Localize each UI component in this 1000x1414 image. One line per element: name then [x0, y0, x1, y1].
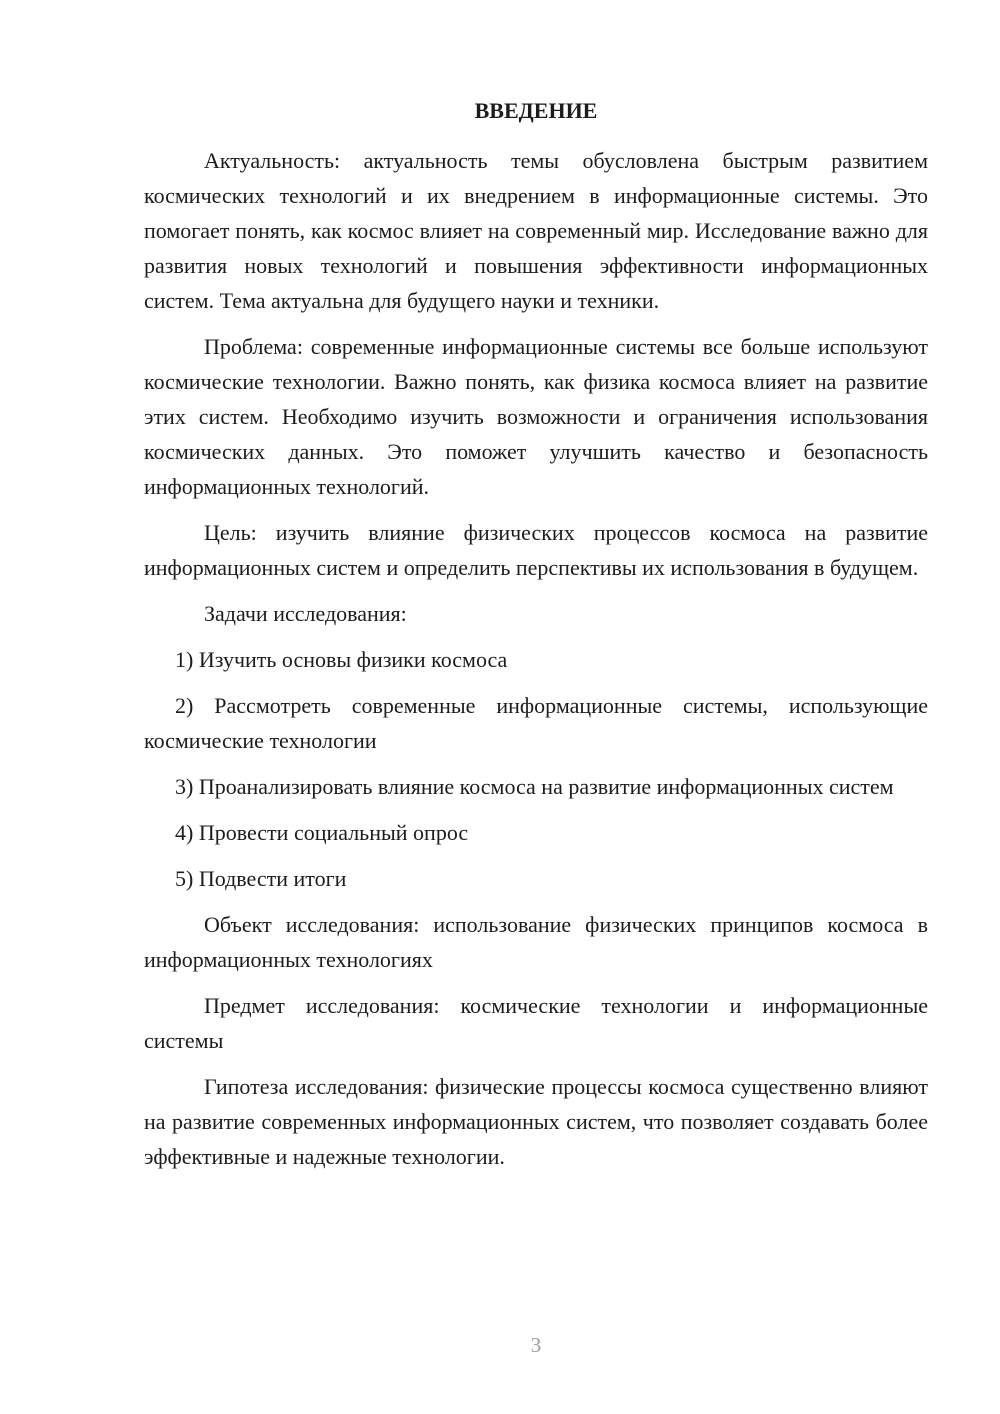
paragraph-object: Объект исследования: использование физических принципов космоса в информационных технологиях — [144, 912, 928, 972]
section-title: ВВЕДЕНИЕ — [474, 98, 598, 123]
paragraph-subject: Предмет исследования: космические технологии и информационные системы — [144, 993, 928, 1053]
paragraph-relevance: Актуальность: актуальность темы обусловлена быстрым развитием космических технологий и их внедрением в информационные системы. Это помогает понять, как космос влияет на современный мир. Исследование важно для развития новых технологий и повышения эффективности информационных систем. Тема актуальна для будущего науки и техники. — [144, 148, 928, 313]
tasks-heading: Задачи исследования: — [204, 601, 407, 626]
task-item-1: 1) Изучить основы физики космоса — [175, 647, 508, 672]
paragraph-problem: Проблема: современные информационные системы все больше используют космические технологии. Важно понять, как физика космоса влияет на развитие этих систем. Необходимо изучить возможности и ограничения использования космических данных. Это поможет улучшить качество и безопасность информационных технологий. — [144, 334, 928, 499]
paragraph-hypothesis: Гипотеза исследования: физические процессы космоса существенно влияют на развитие современных информационных систем, что позволяет создавать более эффективные и надежные технологии. — [144, 1074, 928, 1169]
title-spacer — [144, 128, 928, 143]
task-item-3: 3) Проанализировать влияние космоса на развитие информационных систем — [175, 774, 894, 799]
page-content — [144, 93, 928, 1185]
task-item-4: 4) Провести социальный опрос — [175, 820, 469, 845]
page-number: 3 — [530, 1333, 542, 1357]
paragraph-goal: Цель: изучить влияние физических процессов космоса на развитие информационных систем и определить перспективы их использования в будущем. — [144, 520, 928, 580]
task-item-5: 5) Подвести итоги — [175, 866, 347, 891]
task-item-2: 2) Рассмотреть современные информационные системы, использующие космические технологии — [144, 693, 928, 753]
